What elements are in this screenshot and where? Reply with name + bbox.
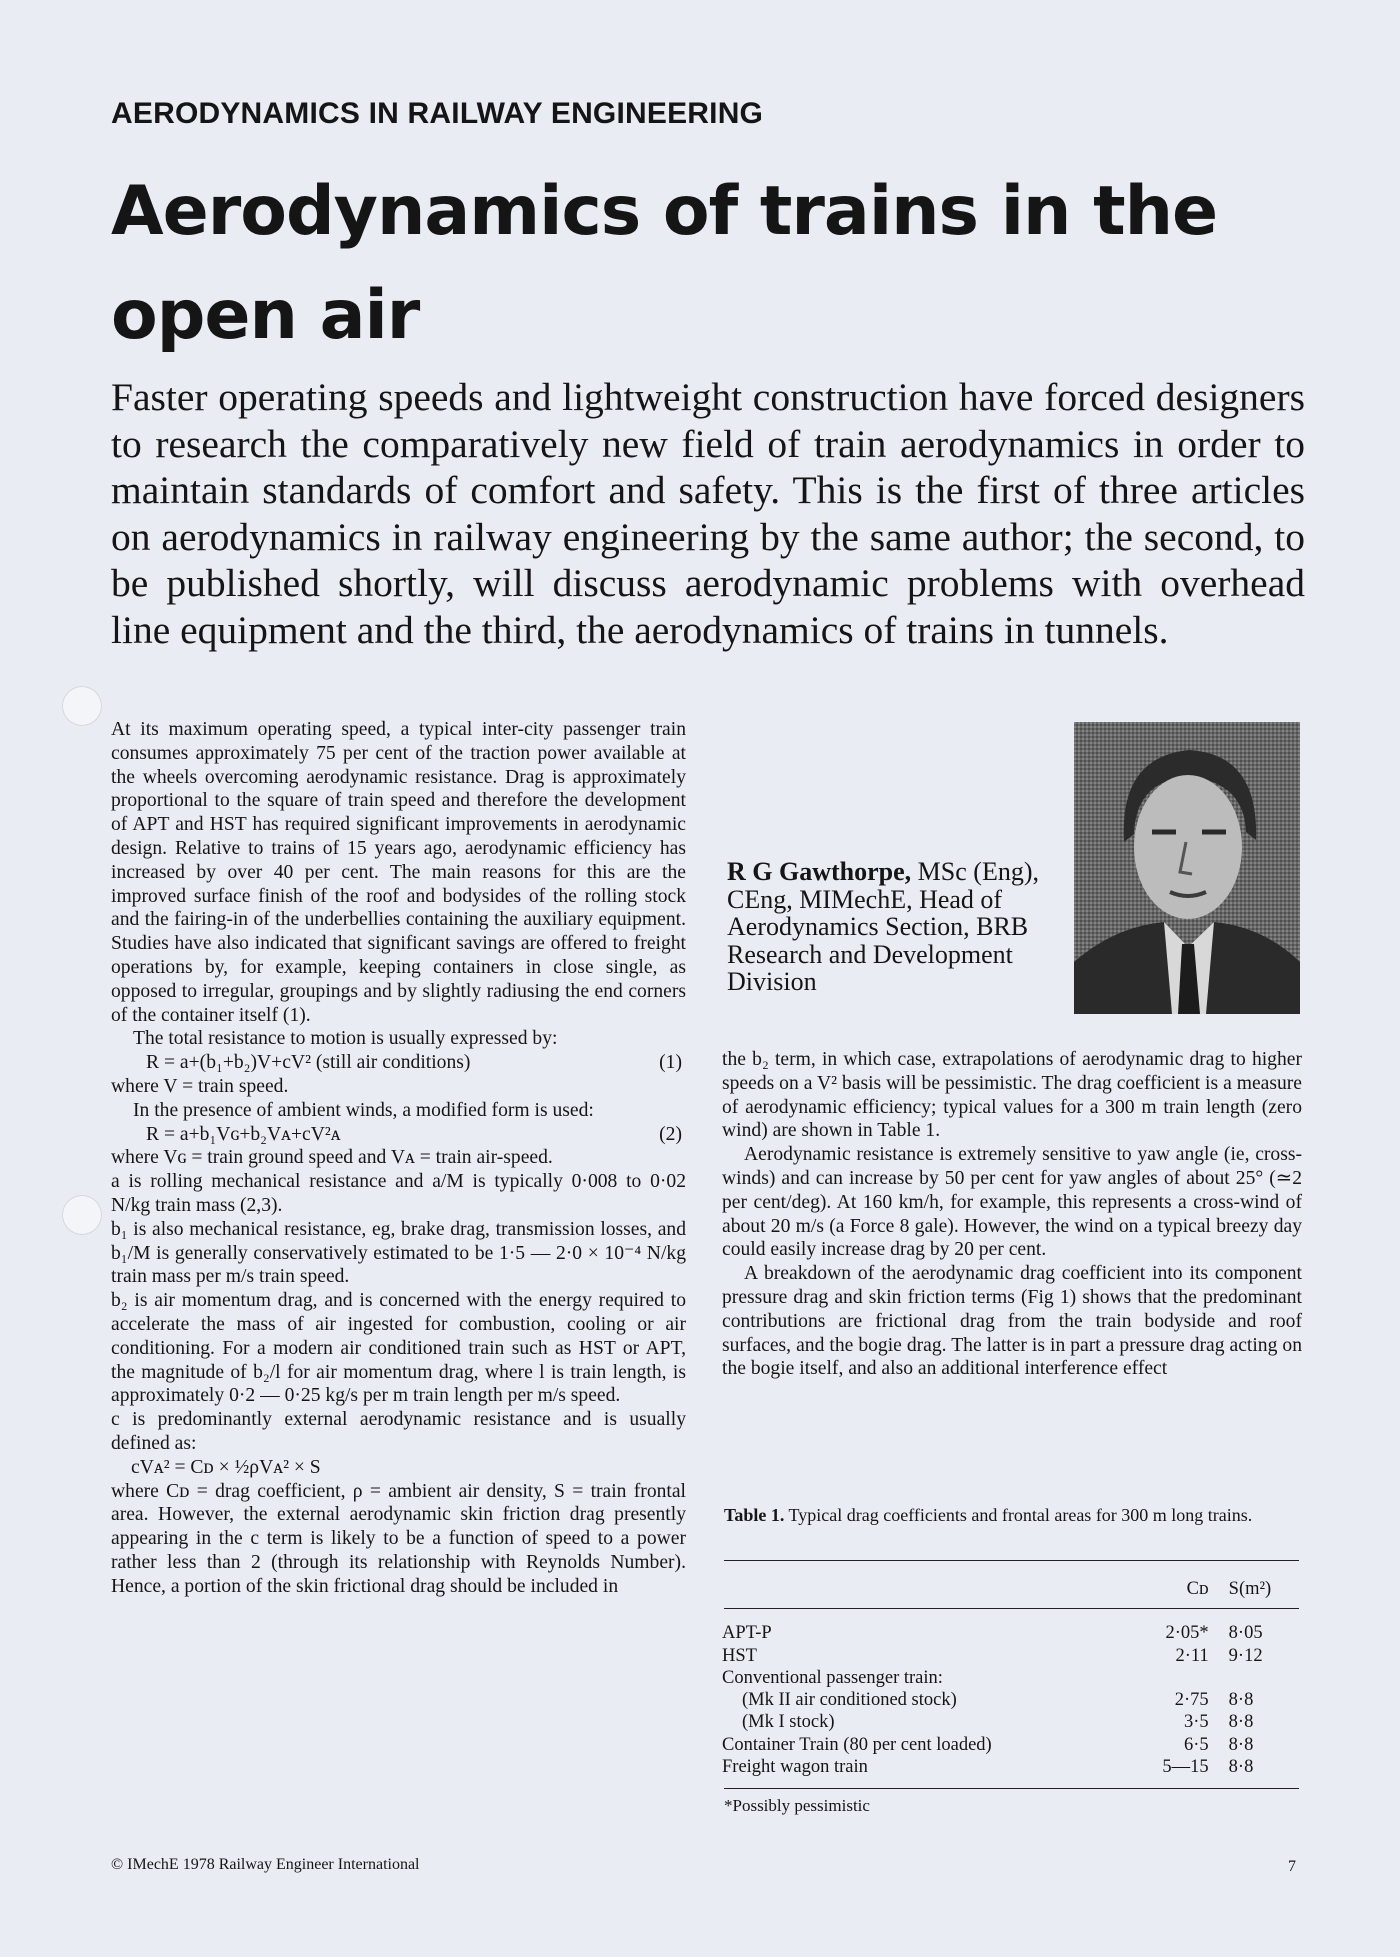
article-title: Aerodynamics of trains in the open air: [111, 172, 1218, 355]
table-cell-cd: 3·5: [1184, 1712, 1209, 1733]
paragraph: In the presence of ambient winds, a modified form is used:: [133, 1099, 594, 1121]
table-header-blank: [722, 1578, 1121, 1614]
paragraph: At its maximum operating speed, a typical inter-city passenger train consumes approximately 75 per cent of the traction power available at the wheels overcoming aerodynamic resistance. Drag is approximately proportional to the square of train speed and therefore the development of APT and HST has required significant improvements in aerodynamic design. Relative to trains of 15 years ago, aerodynamic efficiency has increased by over 40 per cent. The main reasons for this are the improved surface finish of the roof and bodysides of the rolling stock and the fairing-in of the underbellies containing the auxiliary equipment. Studies have also indicated that significant savings are offered to freight operations by, for example, keeping containers in close single, as opposed to irregular, groupings and by slightly radiusing the end corners of the container itself (1).: [111, 719, 686, 1026]
table-rule-top: [724, 1560, 1299, 1561]
table-cell-train: (Mk I stock): [742, 1712, 835, 1733]
paragraph: The total resistance to motion is usually expressed by:: [133, 1028, 558, 1050]
standfirst: Faster operating speeds and lightweight construction have forced designers to research the comparatively new field of train aerodynamics in order to maintain standards of comfort and safety. This is the first of three articles on aerodynamics in railway engineering by the same author; the second, to be published shortly, will discuss aerodynamic problems with overhead line equipment and the third, the aerodynamics of trains in tunnels.: [111, 375, 1305, 652]
table-footnote: *Possibly pessimistic: [724, 1796, 870, 1815]
table-cell-area: 8·8: [1228, 1690, 1254, 1711]
paragraph: where Cᴅ = drag coefficient, ρ = ambient air density, S = train frontal area. However, the external aerodynamic skin friction drag presently appearing in the c term is likely to be a function of speed to a power rather less than 2 (through its relationship with Reynolds Number). Hence, a portion of the skin frictional drag should be included in: [111, 1480, 686, 1597]
table-row: [722, 1622, 1302, 1644]
paragraph: A breakdown of the aerodynamic drag coefficient into its component pressure drag and skin friction terms (Fig 1) shows that the predominant contributions are frictional drag from the train bodyside and roof surfaces, and the bogie drag. The latter is in part a pressure drag acting on the bogie itself, and also an additional interference effect: [722, 1263, 1302, 1380]
paragraph: Aerodynamic resistance is extremely sensitive to yaw angle (ie, cross-winds) and can increase by 50 per cent for yaw angles of about 25° (≃2 per cent/deg). At 160 km/h, for example, this represents a cross-wind of about 20 m/s (a Force 8 gale). However, the wind on a typical breezy day could easily increase drag by 20 per cent.: [722, 1144, 1302, 1261]
paragraph: c is predominantly external aerodynamic resistance and is usually defined as:: [111, 1409, 686, 1454]
equation-text: R = a+(b₁+b₂)V+cV² (still air conditions): [146, 1052, 471, 1074]
equation-text: R = a+b₁Vɢ+b₂Vᴀ+cV²ᴀ: [146, 1123, 341, 1145]
table-cell-cd: 5—15: [1162, 1757, 1209, 1778]
author-credentials: MSc (Eng), CEng, MIMechE, Head of Aerodynamics Section, BRB Research and Development Division: [727, 857, 1039, 996]
table-cell-area: 8·8: [1228, 1712, 1254, 1733]
punch-hole-top: [62, 686, 102, 726]
table-cell-area: [1229, 1667, 1302, 1689]
body-column-left: [111, 718, 686, 1598]
punch-hole-bottom: [62, 1195, 102, 1235]
paragraph: b₂ is air momentum drag, and is concerned with the energy required to accelerate the mass of air ingested for combustion, cooling or air conditioning. For a modern air conditioned train such as HST or APT, the magnitude of b₂/l for air momentum drag, where l is train length, is approximately 0·2 — 0·25 kg/s per m train length per m/s speed.: [111, 1290, 686, 1407]
author-portrait: [1074, 722, 1300, 1014]
table-row: [722, 1734, 1302, 1756]
equation-2: [111, 1123, 686, 1147]
paragraph: where Vɢ = train ground speed and Vᴀ = train air-speed.: [111, 1147, 553, 1169]
author-bio: [727, 858, 1057, 996]
table-header-area: S(m²): [1228, 1579, 1272, 1599]
table-cell-train: Conventional passenger train:: [722, 1667, 943, 1688]
table-spacer-cell: [722, 1614, 1302, 1622]
table-caption-text: Typical drag coefficients and frontal areas for 300 m long trains.: [788, 1505, 1253, 1525]
equation-1: [111, 1051, 686, 1075]
paragraph: b₁ is also mechanical resistance, eg, brake drag, transmission losses, and b₁/M is generally conservatively estimated to be 1·5 — 2·0 × 10⁻⁴ N/kg train mass per m/s train speed.: [111, 1218, 686, 1288]
table-cell-cd: 6·5: [1184, 1734, 1209, 1755]
table-caption-label: Table 1.: [724, 1505, 785, 1525]
table-header-row: [722, 1578, 1302, 1614]
table-cell-area: 8·05: [1228, 1623, 1263, 1644]
table-cell-area: 8·8: [1228, 1757, 1254, 1778]
table-cell-train: Container Train (80 per cent loaded): [722, 1734, 992, 1755]
table-cell-train: APT-P: [722, 1623, 772, 1644]
table-cell-cd: [1121, 1667, 1229, 1689]
table-cell-area: 8·8: [1228, 1734, 1254, 1755]
table-row: [722, 1667, 1302, 1689]
equation-number: (2): [659, 1123, 682, 1145]
drag-coefficient-table: [722, 1578, 1302, 1778]
table-cell-train: Freight wagon train: [722, 1757, 868, 1778]
body-column-right: [722, 1048, 1302, 1381]
table-cell-train: HST: [722, 1645, 757, 1666]
section-kicker: AERODYNAMICS IN RAILWAY ENGINEERING: [111, 97, 764, 130]
paragraph: a is rolling mechanical resistance and a/M is typically 0·008 to 0·02 N/kg train mass (2,3).: [111, 1171, 686, 1216]
table-row: [722, 1689, 1302, 1711]
footer-copyright: © IMechE 1978 Railway Engineer International: [111, 1856, 420, 1873]
table-rule-bottom: [724, 1788, 1299, 1789]
equation-3: cVᴀ² = Cᴅ × ½ρVᴀ² × S: [131, 1456, 321, 1478]
table-row: [722, 1756, 1302, 1778]
table-row: [722, 1645, 1302, 1667]
equation-number: (1): [659, 1052, 682, 1074]
paragraph: where V = train speed.: [111, 1075, 289, 1097]
table-row: [722, 1711, 1302, 1733]
paragraph: the b₂ term, in which case, extrapolations of aerodynamic drag to higher speeds on a V² basis will be pessimistic. The drag coefficient is a measure of aerodynamic efficiency; typical values for a 300 m train length (zero wind) are shown in Table 1.: [722, 1049, 1302, 1142]
table-cell-cd: 2·05*: [1165, 1623, 1209, 1644]
table-cell-cd: 2·11: [1175, 1645, 1209, 1666]
table-cell-cd: 2·75: [1174, 1690, 1209, 1711]
table-cell-area: 9·12: [1228, 1645, 1263, 1666]
table-caption: [724, 1505, 1304, 1525]
author-name: R G Gawthorpe,: [727, 857, 912, 886]
table-header-cd: Cᴅ: [1186, 1579, 1209, 1599]
table-spacer: [722, 1614, 1302, 1622]
page-number: 7: [1288, 1858, 1296, 1875]
table-cell-train: (Mk II air conditioned stock): [742, 1690, 957, 1711]
